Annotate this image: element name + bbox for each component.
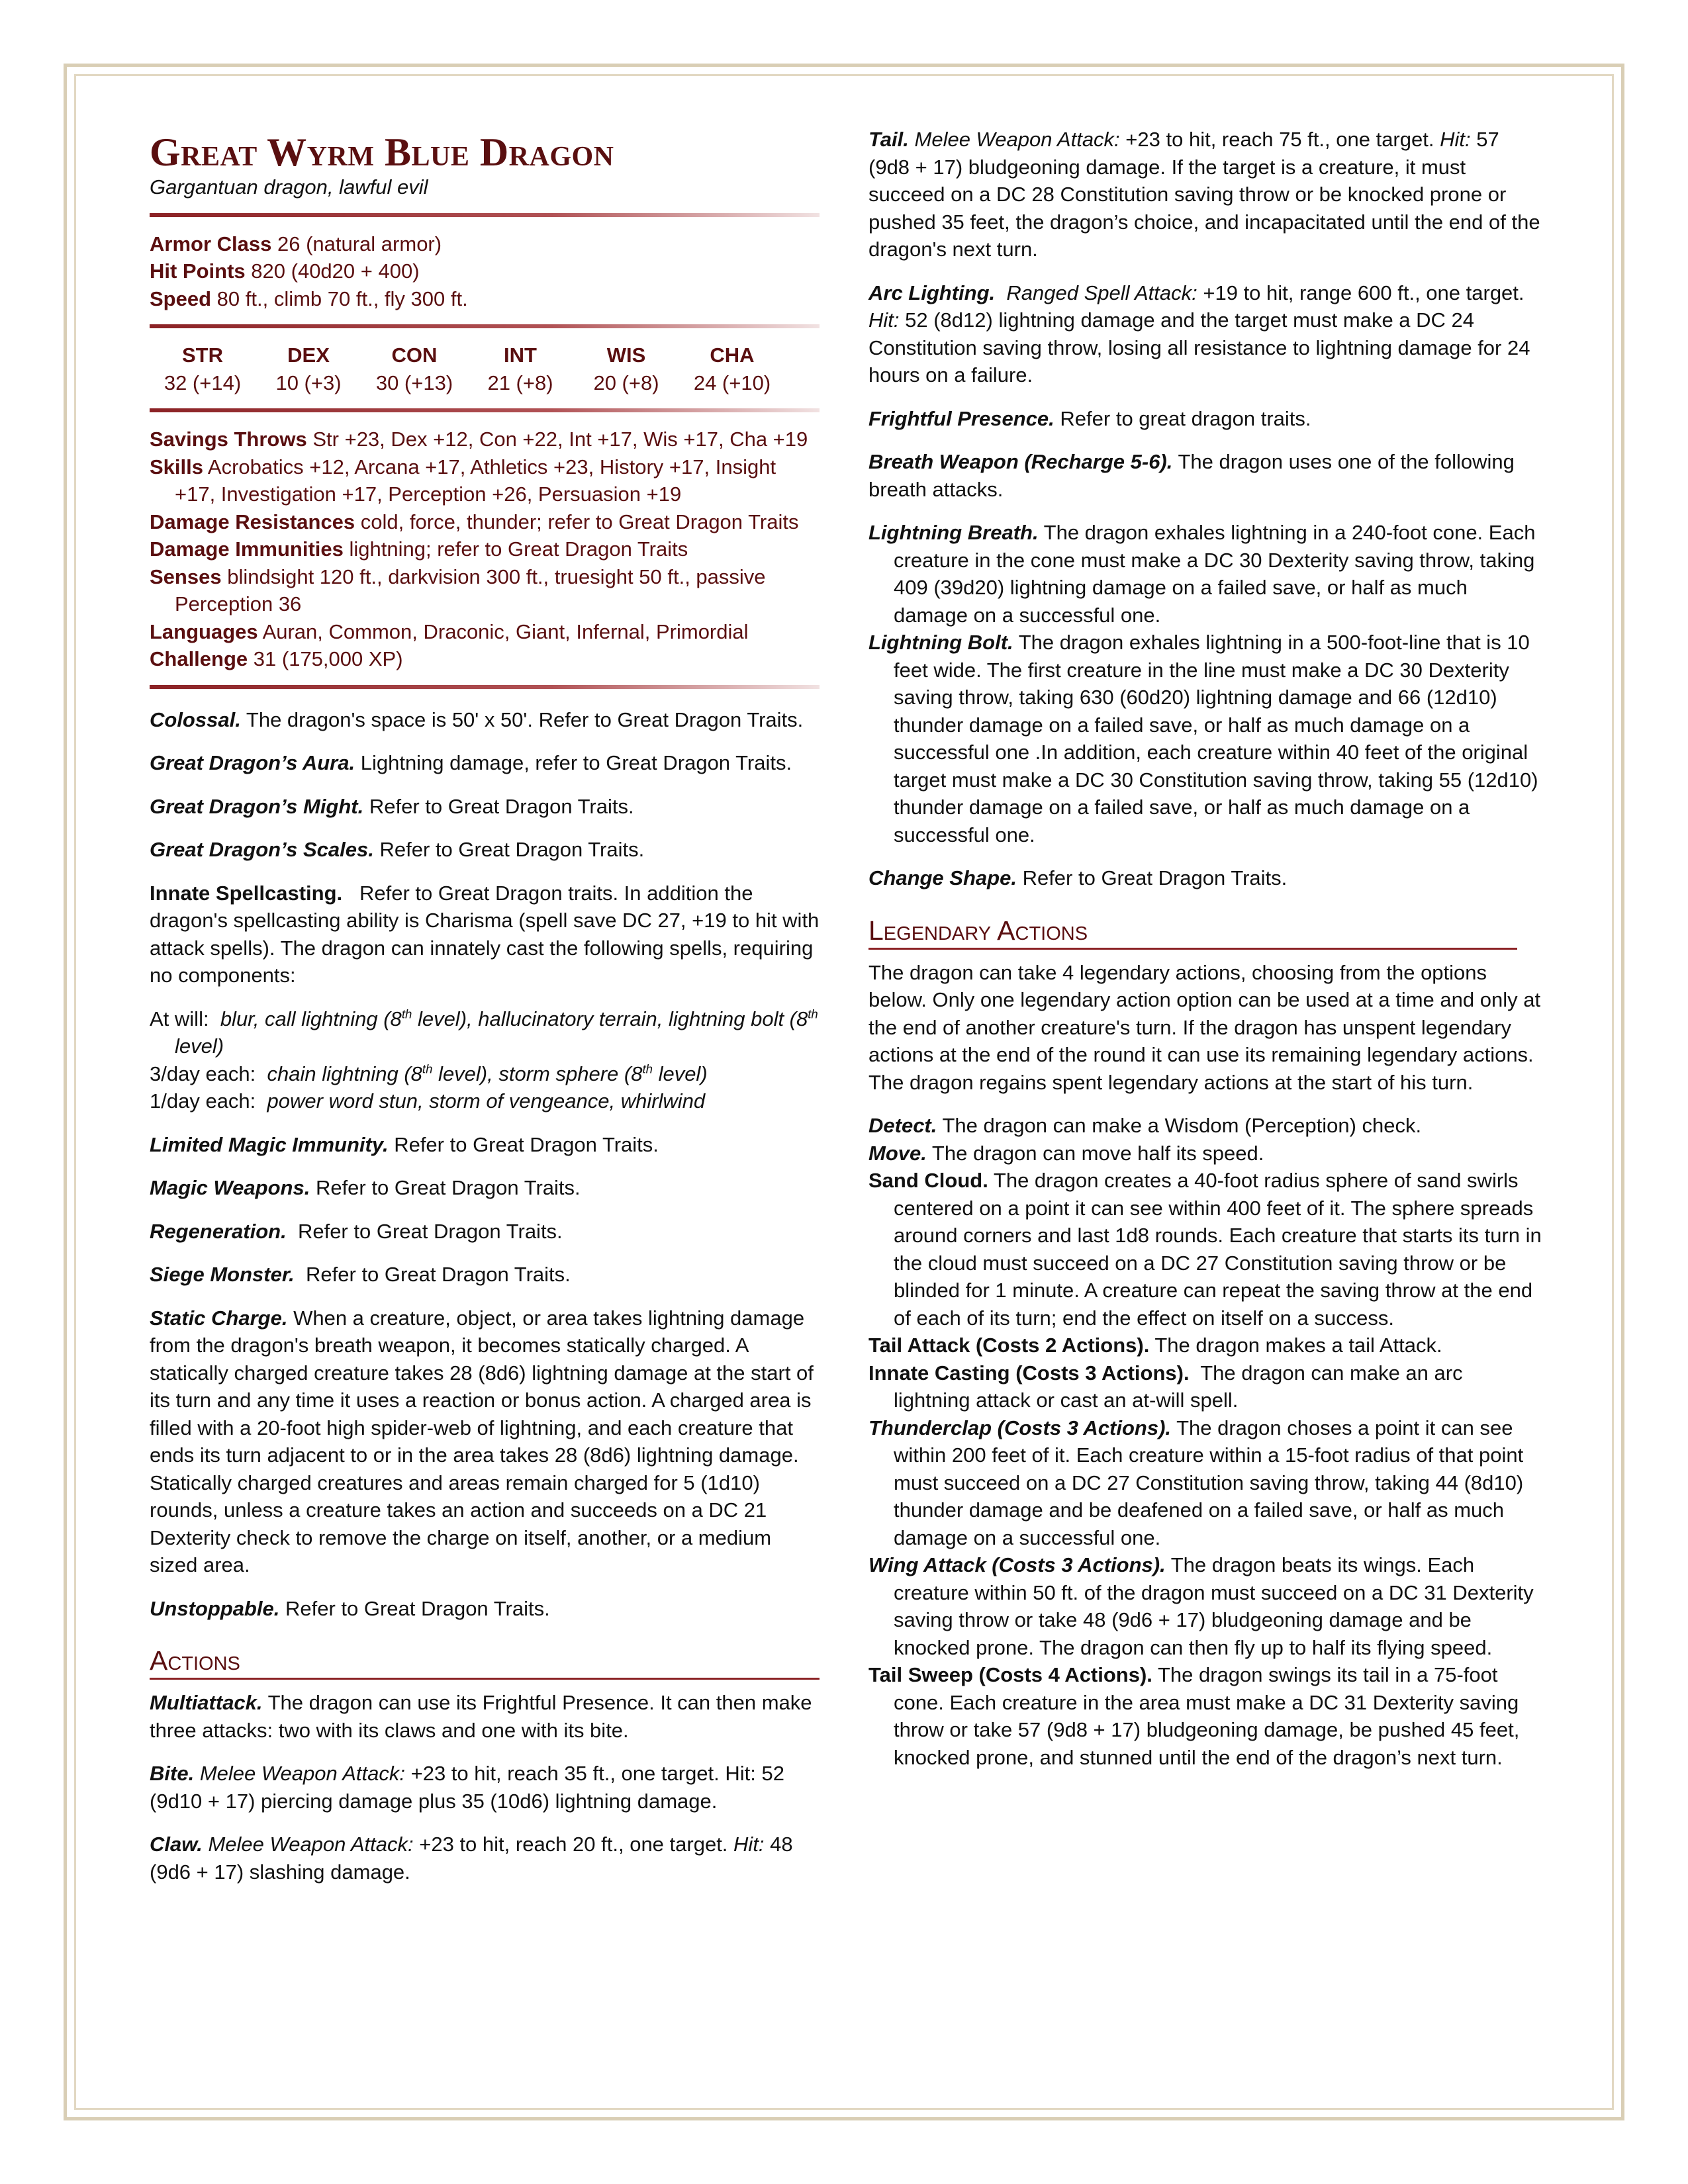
action-frightful-presence: Frightful Presence. Refer to great dragon traits. <box>868 406 1311 430</box>
legendary-innate-casting: Innate Casting (Costs 3 Actions). The dragon can make an arc lightning attack or cast an at-will spell. <box>868 1361 1463 1412</box>
actions-heading: Actions <box>150 1645 820 1680</box>
trait-static-charge: Static Charge. When a creature, object, or area takes lightning damage from the dragon's breath weapon, it becomes statically charged. A statically charged creature takes 28 (8d6) lightning damage at the start of its turn and any time it uses a reaction or bonus action. A charged area is filled with a 20-foot high spider-web of lightning, and each creature that ends its turn adjacent to or in the area takes 28 (8d6) lightning damage. Statically charged creatures and areas remain charged for 5 (1d10) rounds, unless a creature takes an action and succeeds on a DC 21 Dexterity check to remove the charge on itself, another, or a medium sized area. <box>150 1306 814 1576</box>
spells-at-will: At will: blur, call lightning (8th level), hallucinatory terrain, lightning bolt (8th level) <box>150 1007 818 1058</box>
ability-wis: WIS 20 (+8) <box>593 343 659 394</box>
action-arc-lighting: Arc Lighting. Ranged Spell Attack: +19 to hit, range 600 ft., one target. Hit: 52 (8d12) lightning damage and the target must make a DC 24 Constitution saving throw, losing all resistance to lightning damage for 24 hours on a failure. <box>868 281 1530 387</box>
ability-cha: CHA 24 (+10) <box>693 343 771 394</box>
ability-dex: DEX 10 (+3) <box>275 343 342 394</box>
challenge: Challenge 31 (175,000 XP) <box>150 647 403 670</box>
trait-unstoppable: Unstoppable. Refer to Great Dragon Traits. <box>150 1596 550 1620</box>
damage-resistances: Damage Resistances cold, force, thunder; refer to Great Dragon Traits <box>150 510 799 533</box>
legendary-detect: Detect. The dragon can make a Wisdom (Perception) check. <box>868 1114 1422 1137</box>
divider <box>150 408 820 412</box>
trait-scales: Great Dragon’s Scales. Refer to Great Dragon Traits. <box>150 838 645 861</box>
ability-scores <box>150 341 785 396</box>
legendary-actions-heading: Legendary Actions <box>868 915 1517 950</box>
legendary-sand-cloud: Sand Cloud. The dragon creates a 40-foot radius sphere of sand swirls centered on a point it can see within 400 feet of it. The sphere spreads around corners and last 1d8 rounds. Each creature that starts its turn in the cloud must succeed on a DC 27 Constitution saving throw or be blinded for 1 minute. A creature can repeat the saving throw at the end of each of its turn; end the effect on itself on a success. <box>868 1169 1542 1330</box>
skills: Skills Acrobatics +12, Arcana +17, Athletics +23, History +17, Insight +17, Investigation +17, Perception +26, Persuasion +19 <box>150 455 776 506</box>
trait-siege-monster: Siege Monster. Refer to Great Dragon Traits. <box>150 1263 571 1286</box>
armor-class: Armor Class 26 (natural armor) <box>150 232 442 255</box>
senses: Senses blindsight 120 ft., darkvision 300 ft., truesight 50 ft., passive Perception 36 <box>150 565 766 615</box>
speed: Speed 80 ft., climb 70 ft., fly 300 ft. <box>150 287 468 310</box>
action-bite: Bite. Melee Weapon Attack: +23 to hit, reach 35 ft., one target. Hit: 52 (9d10 + 17) piercing damage plus 35 (10d6) lightning damage. <box>150 1762 784 1813</box>
hit-points: Hit Points 820 (40d20 + 400) <box>150 259 420 283</box>
divider <box>150 213 820 217</box>
creature-title: Great Wyrm Blue Dragon <box>150 130 614 174</box>
left-column <box>150 126 820 1901</box>
ability-int: INT 21 (+8) <box>487 343 553 394</box>
action-multiattack: Multiattack. The dragon can use its Frightful Presence. It can then make three attacks: two with its claws and one with its bite. <box>150 1691 812 1742</box>
action-tail: Tail. Melee Weapon Attack: +23 to hit, reach 75 ft., one target. Hit: 57 (9d8 + 17) bludgeoning damage. If the target is a creature, it must succeed on a DC 28 Constitution saving throw or be knocked prone or pushed 35 feet, the dragon’s choice, and incapacitated until the end of the dragon's next turn. <box>868 128 1540 261</box>
ability-str: STR 32 (+14) <box>164 343 242 394</box>
damage-immunities: Damage Immunities lightning; refer to Great Dragon Traits <box>150 537 688 561</box>
trait-colossal: Colossal. The dragon's space is 50' x 50'. Refer to Great Dragon Traits. <box>150 707 804 731</box>
innate-spellcasting: Innate Spellcasting. Refer to Great Dragon traits. In addition the dragon's spellcasting ability is Charisma (spell save DC 27, +19 to hit with attack spells). The dragon can innately cast the following spells, requiring no components: <box>150 881 820 987</box>
trait-might: Great Dragon’s Might. Refer to Great Dragon Traits. <box>150 794 634 818</box>
ability-con: CON 30 (+13) <box>375 343 453 394</box>
legendary-tail-attack: Tail Attack (Costs 2 Actions). The dragon makes a tail Attack. <box>868 1334 1442 1357</box>
spells-3-day: 3/day each: chain lightning (8th level), storm sphere (8th level) <box>150 1062 708 1085</box>
trait-regeneration: Regeneration. Refer to Great Dragon Traits. <box>150 1219 563 1243</box>
right-column <box>868 126 1544 1771</box>
divider <box>150 685 820 689</box>
legendary-move: Move. The dragon can move half its speed. <box>868 1141 1264 1165</box>
divider <box>150 324 820 328</box>
trait-magic-weapons: Magic Weapons. Refer to Great Dragon Traits. <box>150 1176 581 1199</box>
creature-subtitle: Gargantuan dragon, lawful evil <box>150 175 428 199</box>
legendary-thunderclap: Thunderclap (Costs 3 Actions). The dragon choses a point it can see within 200 feet of it. Each creature within a 15-foot radius of that point must succeed on a DC 27 Constitution saving throw, taking 44 (8d10) thunder damage and be deafened on a failed save, or half as much damage on a successful one. <box>868 1416 1524 1549</box>
action-change-shape: Change Shape. Refer to Great Dragon Traits. <box>868 866 1288 889</box>
legendary-intro: The dragon can take 4 legendary actions, choosing from the options below. Only one legendary action option can be used at a time and only at the end of another creature's turn. If the dragon has unspent legendary actions at the end of the round it can use its remaining legendary actions. The dragon regains spent legendary actions at the start of his turn. <box>868 960 1541 1094</box>
breath-lightning-bolt: Lightning Bolt. The dragon exhales lightning in a 500-foot-line that is 10 feet wide. The first creature in the line must make a DC 30 Dexterity saving throw, taking 630 (60d20) lightning damage and 66 (12d10) thunder damage on a failed save, or half as much damage on a successful one .In addition, each creature within 40 feet of the original target must make a DC 30 Constitution saving throw, taking 55 (12d10) thunder damage on a failed save, or half as much damage on a successful one. <box>868 631 1538 846</box>
trait-limited-magic-immunity: Limited Magic Immunity. Refer to Great Dragon Traits. <box>150 1132 659 1156</box>
action-claw: Claw. Melee Weapon Attack: +23 to hit, reach 20 ft., one target. Hit: 48 (9d6 + 17) slashing damage. <box>150 1833 793 1884</box>
trait-aura: Great Dragon’s Aura. Lightning damage, refer to Great Dragon Traits. <box>150 751 792 774</box>
saving-throws: Savings Throws Str +23, Dex +12, Con +22, Int +17, Wis +17, Cha +19 <box>150 428 808 451</box>
breath-lightning-breath: Lightning Breath. The dragon exhales lightning in a 240-foot cone. Each creature in the cone must make a DC 30 Dexterity saving throw, taking 409 (39d20) lightning damage on a failed save, or half as much damage on a successful one. <box>868 521 1536 627</box>
spells-1-day: 1/day each: power word stun, storm of vengeance, whirlwind <box>150 1089 706 1113</box>
legendary-wing-attack: Wing Attack (Costs 3 Actions). The dragon beats its wings. Each creature within 50 ft. of the dragon must succeed on a DC 31 Dexterity saving throw or take 48 (9d6 + 17) bludgeoning damage and be knocked prone. The dragon can then fly up to half its flying speed. <box>868 1553 1534 1659</box>
action-breath-weapon: Breath Weapon (Recharge 5-6). The dragon uses one of the following breath attacks. <box>868 450 1515 501</box>
languages: Languages Auran, Common, Draconic, Giant, Infernal, Primordial <box>150 619 749 643</box>
legendary-tail-sweep: Tail Sweep (Costs 4 Actions). The dragon swings its tail in a 75-foot cone. Each creature in the area must make a DC 31 Dexterity saving throw or take 57 (9d8 + 17) bludgeoning damage, be pushed 45 feet, knocked prone, and stunned until the end of the dragon’s next turn. <box>868 1663 1520 1769</box>
